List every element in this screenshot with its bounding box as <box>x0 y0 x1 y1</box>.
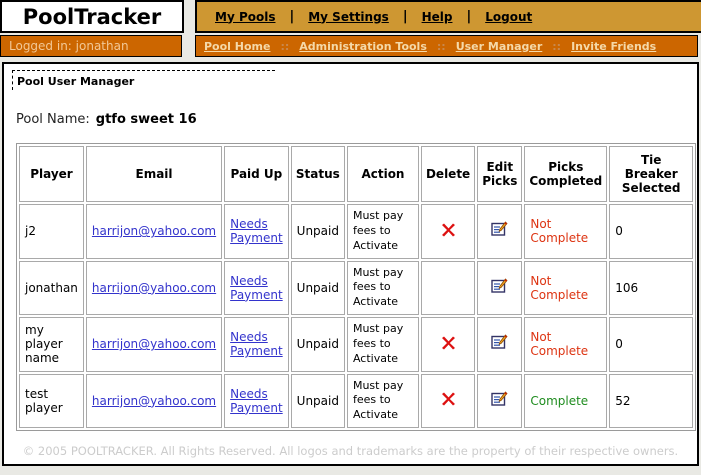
tie-breaker-cell: 0 <box>609 204 693 259</box>
top-nav-help[interactable]: Help <box>421 9 453 24</box>
status-cell: Unpaid <box>291 374 345 429</box>
paid-up-link[interactable]: Needs Payment <box>230 273 283 302</box>
table-header <box>19 146 693 202</box>
column-header-delete: Delete <box>421 146 475 202</box>
top-nav-my-settings[interactable]: My Settings <box>308 9 389 24</box>
column-header-picks-completed: Picks Completed <box>524 146 607 202</box>
top-nav-separator: | <box>289 9 295 24</box>
delete-cell <box>421 204 475 259</box>
paid-up-link[interactable]: Needs Payment <box>230 386 283 415</box>
table-header-row <box>19 146 693 202</box>
player-cell: jonathan <box>19 261 84 316</box>
delete-x-icon[interactable] <box>439 390 457 408</box>
picks-completed-cell <box>524 374 607 429</box>
picks-completed-cell <box>524 317 607 372</box>
email-cell <box>86 261 222 316</box>
sub-nav-bar <box>195 35 698 57</box>
app-logo <box>0 0 184 33</box>
pool-name-value: gtfo sweet 16 <box>95 112 197 127</box>
paid-up-link[interactable]: Needs Payment <box>230 217 283 246</box>
section-title-box <box>12 70 275 90</box>
paid-up-cell <box>224 261 289 316</box>
status-cell: Unpaid <box>291 261 345 316</box>
delete-cell <box>421 374 475 429</box>
table-row <box>19 261 693 316</box>
edit-picks-cell <box>477 374 522 429</box>
edit-picks-cell <box>477 317 522 372</box>
pool-name-row <box>16 112 697 127</box>
tie-breaker-cell: 106 <box>609 261 693 316</box>
sub-nav-separator: :: <box>280 39 290 53</box>
copyright-text: © 2005 POOLTRACKER. All Rights Reserved. All logos and trademarks are the property of their respective owners. <box>22 444 679 458</box>
player-cell: my player name <box>19 317 84 372</box>
player-cell: j2 <box>19 204 84 259</box>
edit-picks-cell <box>477 261 522 316</box>
picks-completed-status: Not Complete <box>530 330 589 359</box>
picks-completed-status: Not Complete <box>530 217 589 246</box>
logged-in-status <box>0 35 182 57</box>
action-cell: Must pay fees to Activate <box>347 317 419 372</box>
tie-breaker-cell: 52 <box>609 374 693 429</box>
picks-completed-cell <box>524 204 607 259</box>
tie-breaker-cell: 0 <box>609 317 693 372</box>
action-cell: Must pay fees to Activate <box>347 204 419 259</box>
sub-nav-administration-tools[interactable]: Administration Tools <box>299 39 427 53</box>
table-body <box>19 204 693 428</box>
paid-up-cell <box>224 374 289 429</box>
column-header-player: Player <box>19 146 84 202</box>
sub-nav-separator: :: <box>552 39 562 53</box>
logged-in-text: Logged in: jonathan <box>9 39 129 53</box>
action-cell: Must pay fees to Activate <box>347 261 419 316</box>
top-nav-separator: | <box>466 9 472 24</box>
action-cell: Must pay fees to Activate <box>347 374 419 429</box>
email-link[interactable]: harrijon@yahoo.com <box>91 337 217 352</box>
table-row <box>19 204 693 259</box>
picks-completed-cell <box>524 261 607 316</box>
email-link[interactable]: harrijon@yahoo.com <box>91 280 217 295</box>
edit-picks-cell <box>477 204 522 259</box>
sub-nav-user-manager[interactable]: User Manager <box>455 39 543 53</box>
email-cell <box>86 317 222 372</box>
column-header-email: Email <box>86 146 222 202</box>
column-header-edit-picks: Edit Picks <box>477 146 522 202</box>
sub-nav-separator: :: <box>436 39 446 53</box>
top-nav-separator: | <box>402 9 408 24</box>
sub-nav-invite-friends[interactable]: Invite Friends <box>571 39 657 53</box>
column-header-tie-breaker-selected: Tie Breaker Selected <box>609 146 693 202</box>
page-title: Pool User Manager <box>17 75 135 88</box>
email-link[interactable]: harrijon@yahoo.com <box>91 224 217 239</box>
column-header-action: Action <box>347 146 419 202</box>
paid-up-cell <box>224 204 289 259</box>
pool-name-label: Pool Name: <box>16 112 90 127</box>
email-cell <box>86 374 222 429</box>
column-header-status: Status <box>291 146 345 202</box>
paid-up-cell <box>224 317 289 372</box>
top-nav-bar <box>195 0 701 33</box>
sub-nav-pool-home[interactable]: Pool Home <box>204 39 271 53</box>
edit-picks-icon[interactable] <box>491 278 508 295</box>
app-logo-text: PoolTracker <box>22 4 162 29</box>
table-row <box>19 317 693 372</box>
paid-up-link[interactable]: Needs Payment <box>230 330 283 359</box>
delete-x-icon[interactable] <box>439 334 457 352</box>
edit-picks-icon[interactable] <box>491 334 508 351</box>
player-cell: test player <box>19 374 84 429</box>
column-header-paid-up: Paid Up <box>224 146 289 202</box>
table-row <box>19 374 693 429</box>
email-cell <box>86 204 222 259</box>
content-panel <box>2 62 699 466</box>
edit-picks-icon[interactable] <box>491 391 508 408</box>
picks-completed-status: Not Complete <box>530 273 589 302</box>
user-manager-table <box>16 143 696 431</box>
top-nav-logout[interactable]: Logout <box>485 9 533 24</box>
picks-completed-status: Complete <box>530 393 589 408</box>
status-cell: Unpaid <box>291 317 345 372</box>
delete-x-icon[interactable] <box>439 221 457 239</box>
top-nav-my-pools[interactable]: My Pools <box>215 9 276 24</box>
email-link[interactable]: harrijon@yahoo.com <box>91 393 217 408</box>
delete-cell <box>421 261 475 316</box>
delete-cell <box>421 317 475 372</box>
edit-picks-icon[interactable] <box>491 221 508 238</box>
copyright-footer <box>4 444 697 458</box>
status-cell: Unpaid <box>291 204 345 259</box>
